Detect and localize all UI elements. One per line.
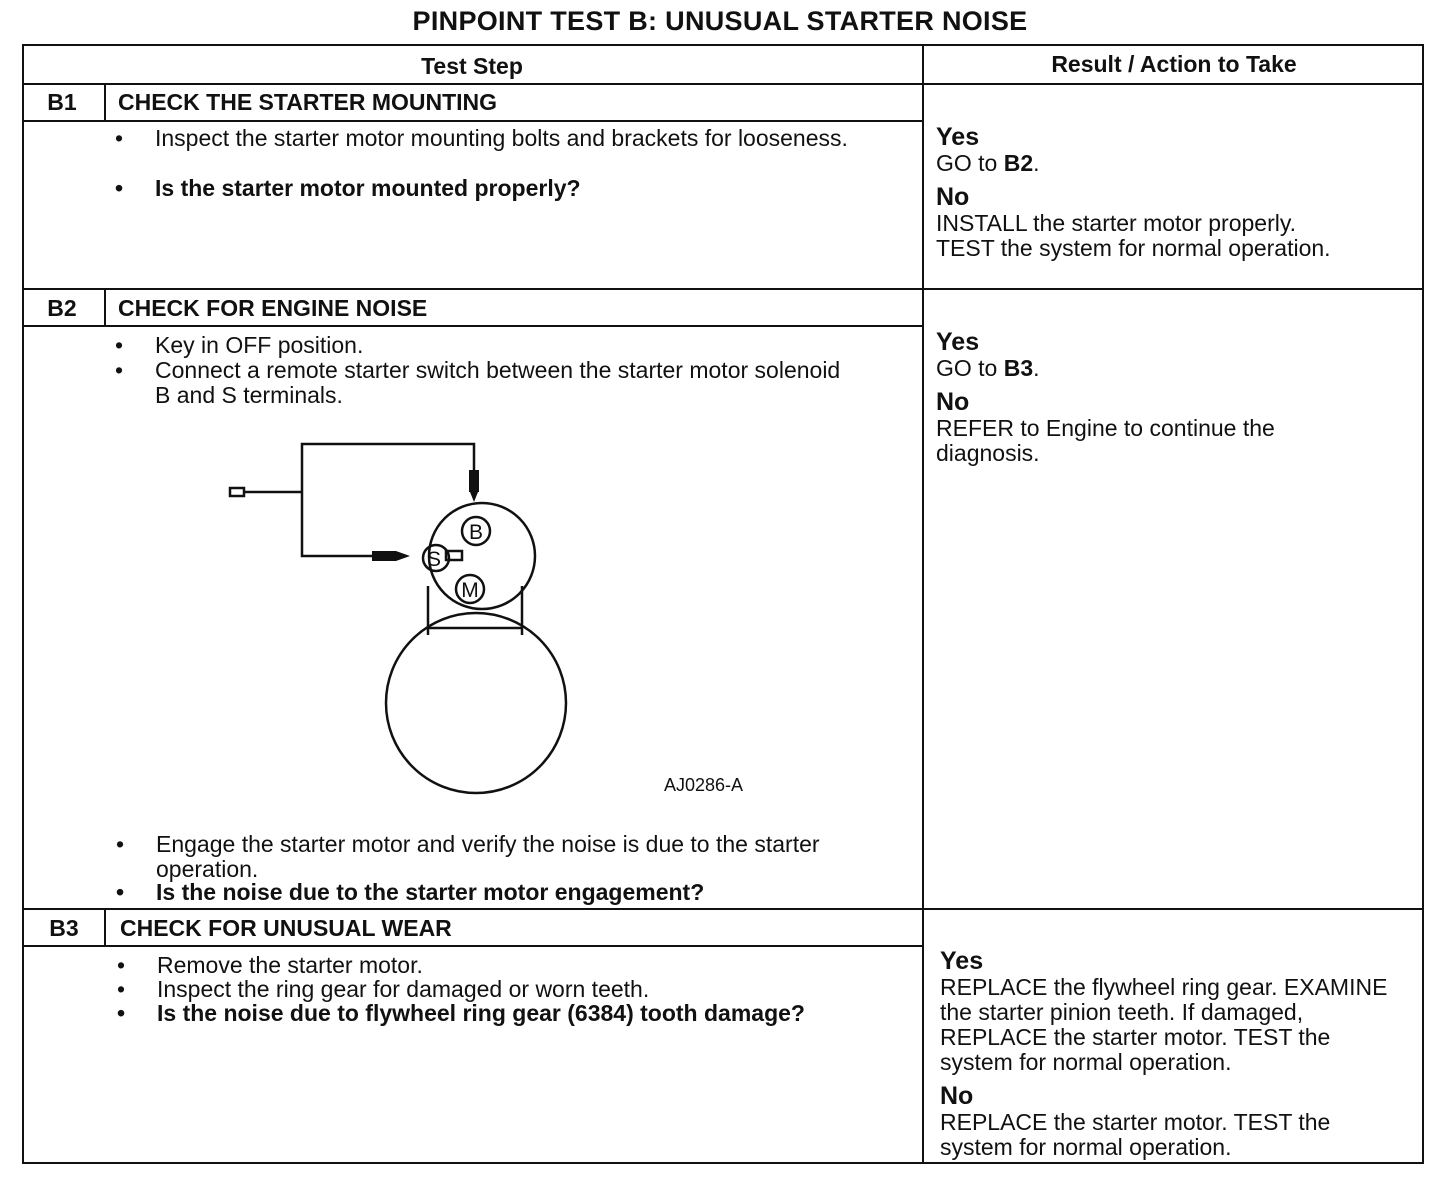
- step-id-b3: B3: [49, 915, 79, 941]
- b1-no-text-2: TEST the system for normal operation.: [936, 235, 1331, 261]
- b3-yes-text: REPLACE the flywheel ring gear. EXAMINE the starter pinion teeth. If damaged, REPLACE the starter motor. TEST the system for normal operation.: [940, 974, 1388, 1075]
- b1-result: [936, 124, 1416, 261]
- b3-question: • Is the noise due to flywheel ring gear (6384) tooth damage?: [117, 1000, 805, 1026]
- b2-id-divider: [104, 288, 106, 325]
- b1-no-label: No: [936, 183, 970, 211]
- b3-id-divider: [104, 908, 106, 945]
- bullet-mark: •: [116, 879, 125, 905]
- page-title: PINPOINT TEST B: UNUSUAL STARTER NOISE: [412, 6, 1028, 36]
- b1-title-underline: [22, 120, 922, 122]
- b1-bullet-1: • Inspect the starter motor mounting bolts and brackets for looseness.: [115, 125, 848, 151]
- b2-yes-label: Yes: [936, 328, 980, 356]
- header-test-step: Test Step: [421, 53, 523, 79]
- figure-code: AJ0286-A: [664, 775, 744, 795]
- step-id-b1: B1: [47, 89, 77, 115]
- b2-no-text: REFER to Engine to continue the diagnosis.: [936, 415, 1275, 466]
- clip-b: [469, 470, 479, 492]
- bullet-mark: •: [116, 831, 125, 857]
- b3-title-underline: [22, 945, 922, 947]
- bullet-mark: •: [115, 332, 124, 358]
- bullet-mark: •: [117, 976, 126, 1002]
- b1-yes-label: Yes: [936, 123, 980, 151]
- b1-yes-text: GO to B2.: [936, 150, 1040, 176]
- b2-no-label: No: [936, 388, 970, 416]
- b1-no-text-1: INSTALL the starter motor properly.: [936, 210, 1297, 236]
- b2-question: • Is the noise due to the starter motor engagement?: [116, 879, 705, 905]
- step-id-b2: B2: [47, 295, 77, 321]
- b2-yes-text: GO to B3.: [936, 355, 1040, 381]
- b2-bullet-3: • Engage the starter motor and verify the noise is due to the starter operation.: [116, 831, 820, 882]
- step-title-b1: CHECK THE STARTER MOUNTING: [118, 89, 498, 115]
- terminal-b-label: B: [468, 521, 484, 544]
- starter-motor-body: [386, 613, 566, 793]
- starter-solenoid-diagram: [220, 430, 800, 810]
- b1-row-divider: [22, 288, 1424, 290]
- b3-no-text: REPLACE the starter motor. TEST the system for normal operation.: [940, 1109, 1331, 1160]
- bullet-mark: •: [117, 1000, 126, 1026]
- header-result: Result / Action to Take: [1051, 51, 1297, 77]
- b3-bullet-1: • Remove the starter motor.: [117, 952, 423, 978]
- b3-result: [940, 948, 1400, 1160]
- b3-bullet-2: • Inspect the ring gear for damaged or worn teeth.: [117, 976, 650, 1002]
- remote-switch-probe: [230, 488, 244, 496]
- step-title-b2: CHECK FOR ENGINE NOISE: [118, 295, 428, 321]
- remote-switch-wire: [302, 444, 474, 492]
- b2-title-underline: [22, 325, 922, 327]
- terminal-m-label: M: [461, 579, 479, 602]
- step-title-b3: CHECK FOR UNUSUAL WEAR: [120, 915, 452, 941]
- bullet-mark: •: [115, 125, 124, 151]
- clip-s: [372, 551, 396, 561]
- b2-result: [936, 329, 1396, 466]
- b2-row-divider: [22, 908, 1424, 910]
- bullet-mark: •: [117, 952, 126, 978]
- header-divider: [22, 83, 1424, 85]
- column-divider: [922, 44, 924, 1164]
- terminal-s-label: S: [426, 548, 442, 571]
- b2-bullet-2: • Connect a remote starter switch between the starter motor solenoid B and S terminals.: [115, 357, 841, 408]
- bullet-mark: •: [115, 175, 124, 201]
- b3-no-label: No: [940, 1082, 974, 1110]
- b3-yes-label: Yes: [940, 947, 984, 975]
- bullet-mark: •: [115, 357, 124, 383]
- b2-bullet-1: • Key in OFF position.: [115, 332, 364, 358]
- b1-id-divider: [104, 83, 106, 120]
- b1-question: • Is the starter motor mounted properly?: [115, 175, 581, 201]
